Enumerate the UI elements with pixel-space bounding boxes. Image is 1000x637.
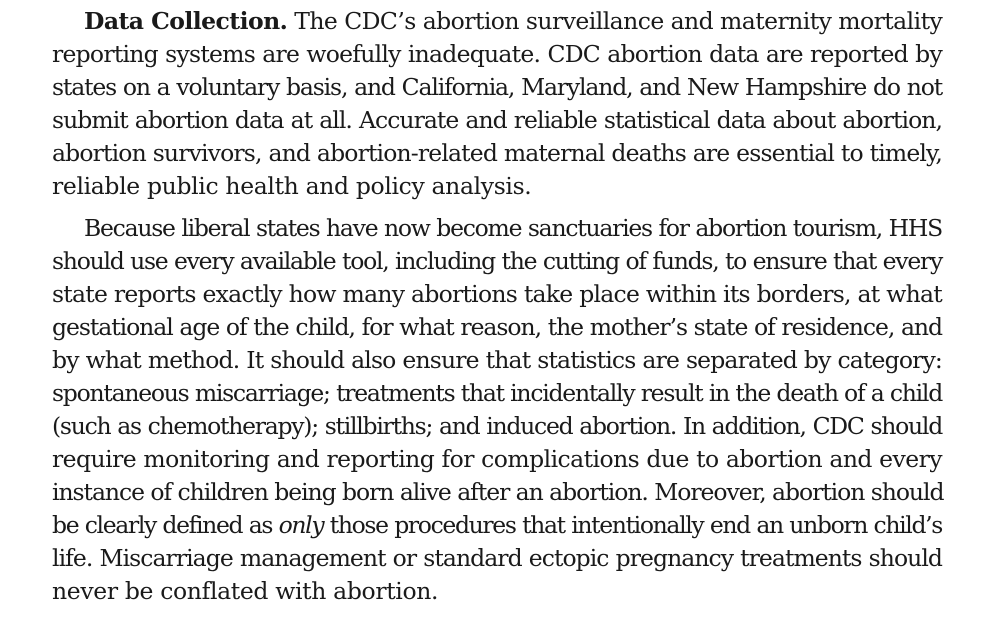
- text-line: gestational age of the child, for what reason, the mother’s state of residence, and: [52, 313, 942, 341]
- text-line: [84, 5, 942, 38]
- text-segment: The CDC’s abortion surveillance and maternity mortality: [287, 7, 943, 35]
- text-line: life. Miscarriage management or standard ectopic pregnancy treatments should: [52, 544, 942, 572]
- text-line: Because liberal states have now become sanctuaries for abortion tourism, HHS: [84, 214, 942, 242]
- text-line: never be conflated with abortion.: [52, 577, 439, 605]
- text-line: states on a voluntary basis, and California, Maryland, and New Hampshire do not: [52, 73, 942, 101]
- text-line: reliable public health and policy analysis.: [52, 172, 532, 200]
- text-line: state reports exactly how many abortions take place within its borders, at what: [52, 280, 942, 308]
- text-segment: be clearly defined as: [52, 511, 279, 539]
- text-line: abortion survivors, and abortion-related maternal deaths are essential to timely,: [52, 139, 942, 167]
- text-line: reporting systems are woefully inadequate. CDC abortion data are reported by: [52, 40, 942, 68]
- text-line: submit abortion data at all. Accurate and reliable statistical data about abortion,: [52, 106, 942, 134]
- section-heading: Data Collection.: [84, 7, 288, 35]
- emphasis-text: only: [278, 511, 324, 539]
- text-line: should use every available tool, including the cutting of funds, to ensure that every: [52, 247, 942, 275]
- text-segment: those procedures that intentionally end an unborn child’s: [323, 511, 942, 539]
- text-line: [52, 509, 942, 542]
- text-line: require monitoring and reporting for complications due to abortion and every: [52, 445, 942, 473]
- text-line: by what method. It should also ensure that statistics are separated by category:: [52, 346, 942, 374]
- text-line: spontaneous miscarriage; treatments that incidentally result in the death of a child: [52, 379, 942, 407]
- text-line: instance of children being born alive after an abortion. Moreover, abortion should: [52, 478, 944, 506]
- text-line: (such as chemotherapy); stillbirths; and induced abortion. In addition, CDC should: [52, 412, 942, 440]
